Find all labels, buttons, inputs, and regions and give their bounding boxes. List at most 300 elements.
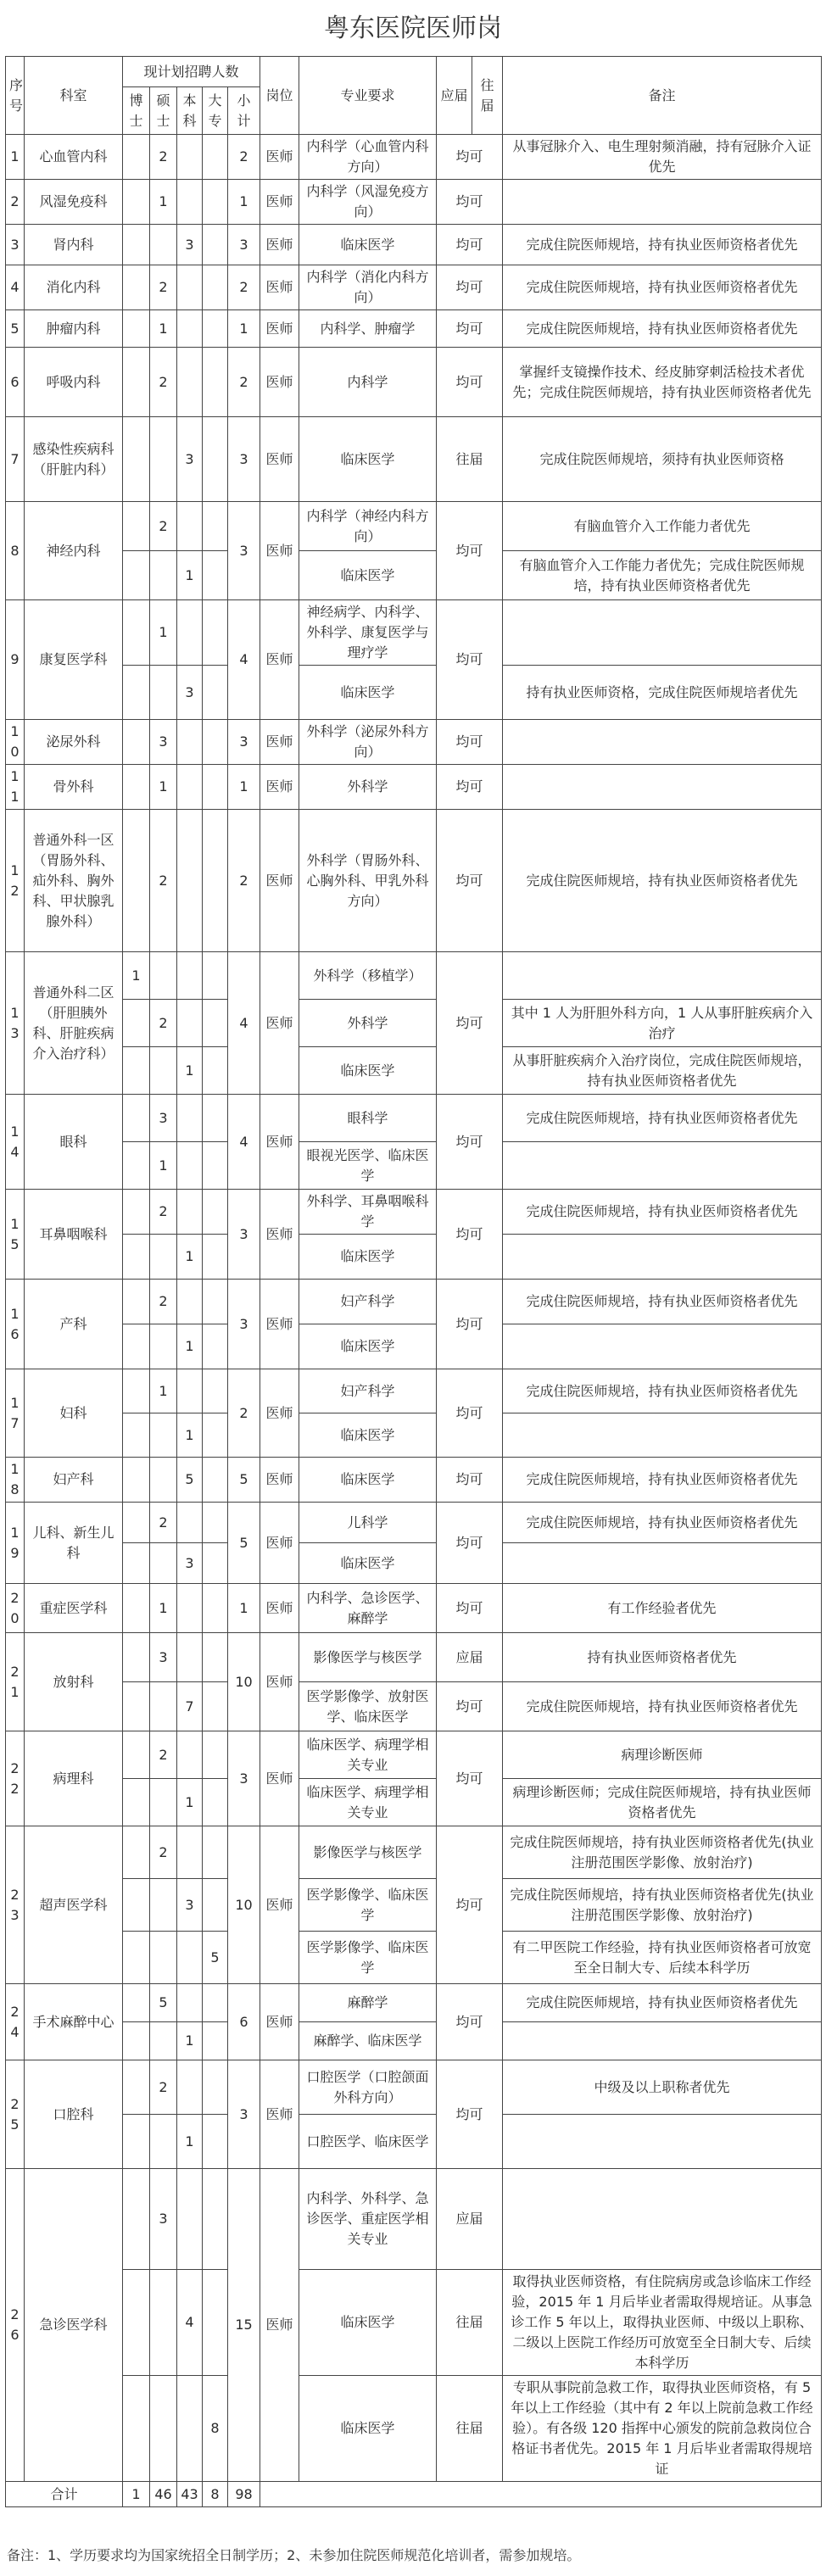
cell-post: 医师	[260, 810, 299, 952]
cell-college	[203, 1280, 228, 1324]
cell-post: 医师	[260, 2169, 299, 2482]
cell-bachelor	[177, 1142, 203, 1190]
cell-phd	[123, 348, 150, 417]
cell-subtotal: 1	[228, 180, 260, 225]
cell-fresh-past: 均可	[437, 502, 503, 600]
cell-bachelor	[177, 180, 203, 225]
cell-bachelor	[177, 2376, 203, 2482]
cell-dept: 泌尿外科	[25, 720, 123, 765]
cell-major: 内科学（风湿免疫方向）	[299, 180, 437, 225]
cell-seq: 13	[6, 952, 25, 1095]
cell-bachelor	[177, 720, 203, 765]
page-title: 粤东医院医师岗	[324, 14, 502, 43]
cell-fresh-past: 应届	[437, 1633, 503, 1682]
cell-remark: 掌握纤支镜操作技术、经皮肺穿刺活检技术者优先；完成住院医师规培，持有执业医师资格者优先	[503, 348, 822, 417]
table-row	[6, 2169, 822, 2270]
cell-major: 麻醉学、临床医学	[299, 2022, 437, 2060]
cell-college	[203, 1324, 228, 1369]
table-row	[6, 2022, 822, 2060]
cell-major: 外科学（胃肠外科、心胸外科、甲乳外科方向）	[299, 810, 437, 952]
cell-master	[150, 2376, 177, 2482]
table-row	[6, 765, 822, 810]
cell-major: 临床医学	[299, 1543, 437, 1584]
cell-fresh-past: 往届	[437, 417, 503, 502]
cell-subtotal: 2	[228, 810, 260, 952]
cell-subtotal: 4	[228, 600, 260, 720]
cell-major: 临床医学、病理学相关专业	[299, 1731, 437, 1779]
table-row	[6, 952, 822, 1000]
cell-post: 医师	[260, 180, 299, 225]
cell-college	[203, 1879, 228, 1932]
cell-bachelor: 3	[177, 666, 203, 720]
header-remark: 备注	[503, 57, 822, 135]
header-college: 大专	[203, 87, 228, 135]
cell-remark: 持有执业医师资格，完成住院医师规培者优先	[503, 666, 822, 720]
cell-college	[203, 1190, 228, 1235]
cell-subtotal: 2	[228, 265, 260, 310]
total-master: 46	[150, 2482, 177, 2507]
table-row	[6, 135, 822, 180]
cell-subtotal: 5	[228, 1458, 260, 1503]
cell-major: 临床医学	[299, 1235, 437, 1280]
cell-seq: 26	[6, 2169, 25, 2482]
cell-master	[150, 2270, 177, 2376]
cell-phd	[123, 765, 150, 810]
cell-master: 1	[150, 180, 177, 225]
cell-fresh-past: 均可	[437, 310, 503, 348]
cell-seq: 24	[6, 1984, 25, 2060]
cell-major: 外科学、耳鼻咽喉科学	[299, 1190, 437, 1235]
cell-seq: 8	[6, 502, 25, 600]
cell-college	[203, 2115, 228, 2169]
cell-major: 儿科学	[299, 1503, 437, 1543]
cell-post: 医师	[260, 225, 299, 265]
cell-fresh-past: 均可	[437, 1458, 503, 1503]
cell-post: 医师	[260, 1095, 299, 1190]
cell-seq: 21	[6, 1633, 25, 1731]
cell-dept: 骨外科	[25, 765, 123, 810]
cell-bachelor: 1	[177, 1324, 203, 1369]
cell-bachelor	[177, 2169, 203, 2270]
cell-master: 5	[150, 1984, 177, 2022]
cell-fresh-past: 均可	[437, 2060, 503, 2169]
cell-remark: 取得执业医师资格，有住院病房或急诊临床工作经验，2015 年 1 月后毕业者需取得规培证。从事急诊工作 5 年以上，取得执业医师、中级以上职称、二级以上医院工作经历可放宽至全日制大专、后续本科学历	[503, 2270, 822, 2376]
cell-fresh-past: 均可	[437, 135, 503, 180]
cell-subtotal: 4	[228, 1095, 260, 1190]
cell-major: 临床医学	[299, 551, 437, 600]
cell-seq: 23	[6, 1826, 25, 1984]
cell-college	[203, 1000, 228, 1047]
cell-master	[150, 2115, 177, 2169]
cell-subtotal: 1	[228, 1584, 260, 1633]
cell-bachelor	[177, 2060, 203, 2115]
cell-remark: 完成住院医师规培，持有执业医师资格者优先	[503, 1682, 822, 1731]
header-bachelor: 本科	[177, 87, 203, 135]
cell-master: 1	[150, 1369, 177, 1413]
cell-college	[203, 720, 228, 765]
cell-bachelor	[177, 265, 203, 310]
cell-phd	[123, 2270, 150, 2376]
header-dept: 科室	[25, 57, 123, 135]
cell-subtotal: 2	[228, 1369, 260, 1458]
total-empty	[260, 2482, 822, 2507]
cell-seq: 11	[6, 765, 25, 810]
header-post: 岗位	[260, 57, 299, 135]
cell-college	[203, 180, 228, 225]
cell-seq: 18	[6, 1458, 25, 1503]
cell-major: 临床医学	[299, 2376, 437, 2482]
table-row	[6, 225, 822, 265]
cell-dept: 感染性疾病科（肝脏内科）	[25, 417, 123, 502]
cell-dept: 产科	[25, 1280, 123, 1369]
cell-remark	[503, 1543, 822, 1584]
cell-dept: 神经内科	[25, 502, 123, 600]
cell-subtotal: 3	[228, 502, 260, 600]
cell-seq: 4	[6, 265, 25, 310]
cell-seq: 3	[6, 225, 25, 265]
cell-master	[150, 1543, 177, 1584]
table-row	[6, 1584, 822, 1633]
cell-college	[203, 265, 228, 310]
cell-master	[150, 666, 177, 720]
cell-fresh-past: 均可	[437, 265, 503, 310]
cell-college	[203, 1235, 228, 1280]
cell-major: 外科学（泌尿外科方向）	[299, 720, 437, 765]
cell-post: 医师	[260, 765, 299, 810]
cell-subtotal: 3	[228, 417, 260, 502]
cell-master: 1	[150, 310, 177, 348]
cell-remark: 病理诊断医师	[503, 1731, 822, 1779]
cell-dept: 耳鼻咽喉科	[25, 1190, 123, 1280]
cell-dept: 儿科、新生儿科	[25, 1503, 123, 1584]
cell-bachelor	[177, 502, 203, 551]
cell-college	[203, 502, 228, 551]
cell-master: 2	[150, 2060, 177, 2115]
cell-remark: 完成住院医师规培，持有执业医师资格者优先	[503, 225, 822, 265]
table-row	[6, 180, 822, 225]
table-row	[6, 1000, 822, 1047]
cell-phd	[123, 1458, 150, 1503]
cell-master: 2	[150, 1503, 177, 1543]
cell-bachelor	[177, 1826, 203, 1879]
cell-dept: 消化内科	[25, 265, 123, 310]
cell-master: 2	[150, 1280, 177, 1324]
cell-remark: 持有执业医师资格者优先	[503, 1633, 822, 1682]
cell-post: 医师	[260, 348, 299, 417]
cell-dept: 重症医学科	[25, 1584, 123, 1633]
cell-major: 内科学、急诊医学、麻醉学	[299, 1584, 437, 1633]
cell-dept: 普通外科一区（胃肠外科、疝外科、胸外科、甲状腺乳腺外科）	[25, 810, 123, 952]
cell-remark: 中级及以上职称者优先	[503, 2060, 822, 2115]
cell-college	[203, 310, 228, 348]
cell-post: 医师	[260, 1190, 299, 1280]
cell-post: 医师	[260, 1280, 299, 1369]
table-row	[6, 600, 822, 666]
cell-remark: 专职从事院前急救工作，取得执业医师资格，有 5 年以上工作经验（其中有 2 年以上院前急救工作经验）。有各级 120 指挥中心颁发的院前急救岗位合格证书者优先。2015 年 1 月后毕业者需取得规培证	[503, 2376, 822, 2482]
cell-remark: 完成住院医师规培，持有执业医师资格者优先	[503, 310, 822, 348]
cell-major: 影像医学与核医学	[299, 1633, 437, 1682]
cell-remark	[503, 1324, 822, 1369]
cell-major: 妇产科学	[299, 1280, 437, 1324]
cell-post: 医师	[260, 2060, 299, 2169]
cell-college	[203, 600, 228, 666]
cell-subtotal: 10	[228, 1826, 260, 1984]
cell-major: 眼视光医学、临床医学	[299, 1142, 437, 1190]
recruitment-table	[5, 56, 822, 2507]
cell-major: 内科学（心血管内科方向）	[299, 135, 437, 180]
cell-major: 神经病学、内科学、外科学、康复医学与理疗学	[299, 600, 437, 666]
cell-post: 医师	[260, 1633, 299, 1731]
cell-bachelor: 3	[177, 1543, 203, 1584]
table-row	[6, 417, 822, 502]
cell-dept: 妇产科	[25, 1458, 123, 1503]
cell-subtotal: 3	[228, 1190, 260, 1280]
cell-college	[203, 1826, 228, 1879]
cell-master: 2	[150, 502, 177, 551]
table-row	[6, 2115, 822, 2169]
cell-master	[150, 1047, 177, 1095]
table-row	[6, 1280, 822, 1324]
cell-bachelor: 1	[177, 1235, 203, 1280]
cell-seq: 16	[6, 1280, 25, 1369]
cell-fresh-past: 均可	[437, 1584, 503, 1633]
cell-fresh-past: 均可	[437, 1731, 503, 1826]
cell-master: 2	[150, 135, 177, 180]
cell-fresh-past: 往届	[437, 2376, 503, 2482]
cell-dept: 妇科	[25, 1369, 123, 1458]
cell-dept: 心血管内科	[25, 135, 123, 180]
cell-post: 医师	[260, 310, 299, 348]
cell-post: 医师	[260, 265, 299, 310]
cell-seq: 22	[6, 1731, 25, 1826]
cell-fresh-past: 均可	[437, 1984, 503, 2060]
cell-fresh-past: 均可	[437, 1826, 503, 1984]
cell-bachelor	[177, 810, 203, 952]
header-past: 往届	[472, 57, 503, 135]
cell-bachelor: 1	[177, 2115, 203, 2169]
cell-post: 医师	[260, 720, 299, 765]
cell-fresh-past: 均可	[437, 1503, 503, 1584]
cell-seq: 10	[6, 720, 25, 765]
cell-phd	[123, 1235, 150, 1280]
cell-bachelor	[177, 600, 203, 666]
cell-phd	[123, 551, 150, 600]
cell-master	[150, 952, 177, 1000]
cell-phd	[123, 502, 150, 551]
cell-post: 医师	[260, 417, 299, 502]
cell-major: 内科学（神经内科方向）	[299, 502, 437, 551]
cell-remark	[503, 1142, 822, 1190]
cell-master	[150, 1413, 177, 1458]
cell-bachelor: 3	[177, 1879, 203, 1932]
cell-remark: 完成住院医师规培，持有执业医师资格者优先(执业注册范围医学影像、放射治疗)	[503, 1826, 822, 1879]
cell-master: 1	[150, 765, 177, 810]
cell-bachelor	[177, 310, 203, 348]
cell-bachelor	[177, 952, 203, 1000]
cell-college	[203, 348, 228, 417]
cell-college	[203, 1095, 228, 1142]
cell-college	[203, 1458, 228, 1503]
cell-bachelor: 4	[177, 2270, 203, 2376]
cell-dept: 肿瘤内科	[25, 310, 123, 348]
cell-remark	[503, 1235, 822, 1280]
table-row	[6, 2270, 822, 2376]
cell-master	[150, 417, 177, 502]
cell-phd	[123, 1503, 150, 1543]
cell-fresh-past: 均可	[437, 765, 503, 810]
cell-college	[203, 1543, 228, 1584]
total-phd: 1	[123, 2482, 150, 2507]
cell-master	[150, 1879, 177, 1932]
cell-remark: 完成住院医师规培，持有执业医师资格者优先	[503, 1458, 822, 1503]
cell-college	[203, 2169, 228, 2270]
cell-subtotal: 1	[228, 310, 260, 348]
cell-bachelor	[177, 1584, 203, 1633]
cell-phd	[123, 1879, 150, 1932]
cell-master: 2	[150, 1826, 177, 1879]
table-row	[6, 720, 822, 765]
cell-remark: 完成住院医师规培，持有执业医师资格者优先	[503, 1369, 822, 1413]
cell-phd	[123, 417, 150, 502]
cell-dept: 手术麻醉中心	[25, 1984, 123, 2060]
cell-remark: 病理诊断医师；完成住院医师规培，持有执业医师资格者优先	[503, 1779, 822, 1826]
table-row	[6, 1682, 822, 1731]
cell-master: 2	[150, 1190, 177, 1235]
cell-fresh-past: 均可	[437, 810, 503, 952]
cell-major: 妇产科学	[299, 1369, 437, 1413]
cell-major: 临床医学	[299, 225, 437, 265]
cell-post: 医师	[260, 600, 299, 720]
cell-dept: 呼吸内科	[25, 348, 123, 417]
table-row	[6, 502, 822, 551]
cell-post: 医师	[260, 1458, 299, 1503]
footnote: 备注：1、学历要求均为国家统招全日制学历；2、未参加住院医师规范化培训者，需参加规培。	[7, 2547, 581, 2563]
cell-bachelor	[177, 1095, 203, 1142]
cell-phd	[123, 135, 150, 180]
cell-master	[150, 1932, 177, 1984]
cell-post: 医师	[260, 135, 299, 180]
header-seq: 序号	[6, 57, 25, 135]
cell-bachelor: 5	[177, 1458, 203, 1503]
table-row	[6, 1047, 822, 1095]
cell-major: 临床医学	[299, 1324, 437, 1369]
cell-college: 8	[203, 2376, 228, 2482]
total-college: 8	[203, 2482, 228, 2507]
cell-fresh-past: 均可	[437, 600, 503, 720]
cell-master: 2	[150, 1000, 177, 1047]
cell-bachelor	[177, 1731, 203, 1779]
cell-major: 临床医学	[299, 417, 437, 502]
cell-seq: 12	[6, 810, 25, 952]
cell-major: 医学影像学、临床医学	[299, 1932, 437, 1984]
cell-master	[150, 225, 177, 265]
cell-master: 2	[150, 1731, 177, 1779]
cell-college	[203, 225, 228, 265]
cell-subtotal: 3	[228, 2060, 260, 2169]
cell-master	[150, 1324, 177, 1369]
cell-remark: 从事肝脏疾病介入治疗岗位，完成住院医师规培，持有执业医师资格者优先	[503, 1047, 822, 1095]
cell-dept: 病理科	[25, 1731, 123, 1826]
cell-phd	[123, 600, 150, 666]
cell-post: 医师	[260, 952, 299, 1095]
table-row	[6, 265, 822, 310]
cell-phd	[123, 1779, 150, 1826]
cell-college: 5	[203, 1932, 228, 1984]
cell-phd	[123, 1324, 150, 1369]
cell-major: 影像医学与核医学	[299, 1826, 437, 1879]
cell-bachelor	[177, 1503, 203, 1543]
cell-major: 临床医学	[299, 666, 437, 720]
cell-subtotal: 3	[228, 1280, 260, 1369]
cell-major: 医学影像学、临床医学	[299, 1879, 437, 1932]
cell-master	[150, 551, 177, 600]
cell-bachelor	[177, 1000, 203, 1047]
cell-fresh-past: 均可	[437, 1095, 503, 1190]
cell-post: 医师	[260, 1731, 299, 1826]
cell-college	[203, 1682, 228, 1731]
cell-remark: 完成住院医师规培，持有执业医师资格者优先	[503, 1280, 822, 1324]
cell-college	[203, 1984, 228, 2022]
table-row	[6, 2060, 822, 2115]
cell-major: 外科学	[299, 1000, 437, 1047]
cell-dept: 超声医学科	[25, 1826, 123, 1984]
cell-phd	[123, 2060, 150, 2115]
cell-seq: 17	[6, 1369, 25, 1458]
cell-major: 外科学	[299, 765, 437, 810]
cell-seq: 15	[6, 1190, 25, 1280]
table-row	[6, 1543, 822, 1584]
cell-fresh-past: 均可	[437, 1190, 503, 1280]
cell-major: 外科学（移植学）	[299, 952, 437, 1000]
cell-seq: 9	[6, 600, 25, 720]
table-row	[6, 1235, 822, 1280]
cell-remark	[503, 180, 822, 225]
table-row	[6, 1142, 822, 1190]
cell-major: 口腔医学、临床医学	[299, 2115, 437, 2169]
cell-fresh-past: 均可	[437, 952, 503, 1095]
cell-remark	[503, 765, 822, 810]
cell-bachelor	[177, 765, 203, 810]
cell-phd	[123, 1682, 150, 1731]
cell-college	[203, 952, 228, 1000]
cell-seq: 25	[6, 2060, 25, 2169]
cell-phd	[123, 1000, 150, 1047]
cell-remark: 完成住院医师规培，持有执业医师资格者优先(执业注册范围医学影像、放射治疗)	[503, 1879, 822, 1932]
cell-bachelor: 3	[177, 417, 203, 502]
cell-college	[203, 765, 228, 810]
cell-dept: 口腔科	[25, 2060, 123, 2169]
cell-bachelor	[177, 1280, 203, 1324]
cell-bachelor	[177, 348, 203, 417]
table-row	[6, 1324, 822, 1369]
cell-phd	[123, 1932, 150, 1984]
cell-remark	[503, 952, 822, 1000]
cell-phd	[123, 1826, 150, 1879]
cell-phd	[123, 1413, 150, 1458]
cell-subtotal: 5	[228, 1503, 260, 1584]
cell-master: 3	[150, 720, 177, 765]
table-row	[6, 1503, 822, 1543]
table-row	[6, 1779, 822, 1826]
table-row	[6, 1633, 822, 1682]
header-fresh: 应届	[437, 57, 472, 135]
cell-fresh-past: 均可	[437, 180, 503, 225]
cell-remark: 完成住院医师规培，持有执业医师资格者优先	[503, 1190, 822, 1235]
cell-phd	[123, 1190, 150, 1235]
cell-master	[150, 1458, 177, 1503]
table-row	[6, 348, 822, 417]
cell-college	[203, 2270, 228, 2376]
